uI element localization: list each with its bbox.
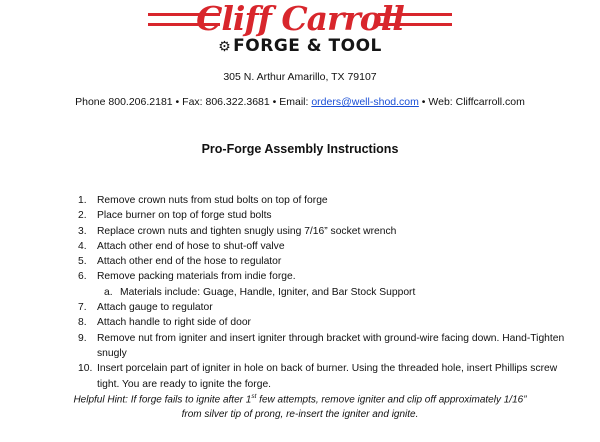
step-number: a. — [104, 286, 113, 298]
fax-text: Fax: 806.322.3681 — [182, 96, 270, 108]
helpful-hint — [0, 389, 600, 422]
logo-subtitle — [0, 36, 600, 57]
company-address: 305 N. Arthur Amarillo, TX 79107 — [223, 71, 377, 83]
step-number: 4. — [78, 240, 87, 252]
company-logo — [0, 0, 600, 62]
contact-line — [0, 96, 600, 108]
instruction-list — [0, 193, 600, 392]
step-text: Insert porcelain part of igniter in hole on back of burner. Using the threaded hole, insert Phillips screw tight. You are ready to ignite the forge. — [97, 363, 558, 390]
step-number: 10. — [78, 363, 93, 375]
list-item — [0, 239, 600, 254]
step-text: Materials include: Guage, Handle, Igniter, and Bar Stock Support — [120, 286, 416, 298]
step-text: Place burner on top of forge stud bolts — [97, 210, 272, 222]
step-text: Remove nut from igniter and insert igniter through bracket with ground-wire facing down. Hand-Tighten snugly — [97, 332, 565, 359]
web-text: Web: Cliffcarroll.com — [428, 96, 525, 108]
step-text: Remove packing materials from indie forge. — [97, 271, 296, 283]
email-label: Email: — [279, 96, 312, 108]
step-number: 7. — [78, 302, 87, 314]
step-number: 8. — [78, 317, 87, 329]
list-item — [0, 269, 600, 284]
list-item — [0, 208, 600, 223]
list-item — [0, 331, 600, 362]
step-text: Attach gauge to regulator — [97, 302, 213, 314]
logo-script-text: Cliff Carroll — [196, 0, 404, 38]
list-item — [0, 315, 600, 330]
step-number: 2. — [78, 210, 87, 222]
separator: • — [172, 96, 183, 108]
phone-text: Phone 800.206.2181 — [75, 96, 173, 108]
step-number: 6. — [78, 271, 87, 283]
step-text: Remove crown nuts from stud bolts on top of forge — [97, 195, 328, 206]
list-item — [0, 361, 600, 392]
logo-subtitle-text: FORGE & TOOL — [233, 36, 382, 56]
anvil-logo-icon: ⚙ — [218, 39, 232, 55]
sub-list-item — [0, 285, 600, 300]
step-text: Attach other end of the hose to regulator — [97, 256, 282, 268]
list-item — [0, 254, 600, 269]
separator: • — [269, 96, 280, 108]
document-title: Pro-Forge Assembly Instructions — [201, 142, 399, 156]
step-text: Attach handle to right side of door — [97, 317, 251, 329]
step-number: 9. — [78, 332, 87, 344]
hint-superscript: st — [251, 393, 257, 400]
step-number: 1. — [78, 195, 87, 206]
step-text: Attach other end of hose to shut-off valve — [97, 240, 285, 252]
list-item — [0, 224, 600, 239]
step-text: Replace crown nuts and tighten snugly using 7/16” socket wrench — [97, 225, 397, 237]
list-item — [0, 193, 600, 208]
list-item — [0, 300, 600, 315]
step-number: 5. — [78, 256, 87, 268]
email-link[interactable]: orders@well-shod.com — [311, 96, 419, 108]
step-number: 3. — [78, 225, 87, 237]
hint-text: few attempts, remove igniter and clip off approximately 1/16” — [256, 394, 527, 406]
separator: • — [418, 96, 429, 108]
hint-text: Helpful Hint: If forge fails to ignite after 1 — [73, 394, 252, 406]
hint-text: from silver tip of prong, re-insert the igniter and ignite. — [181, 409, 419, 421]
